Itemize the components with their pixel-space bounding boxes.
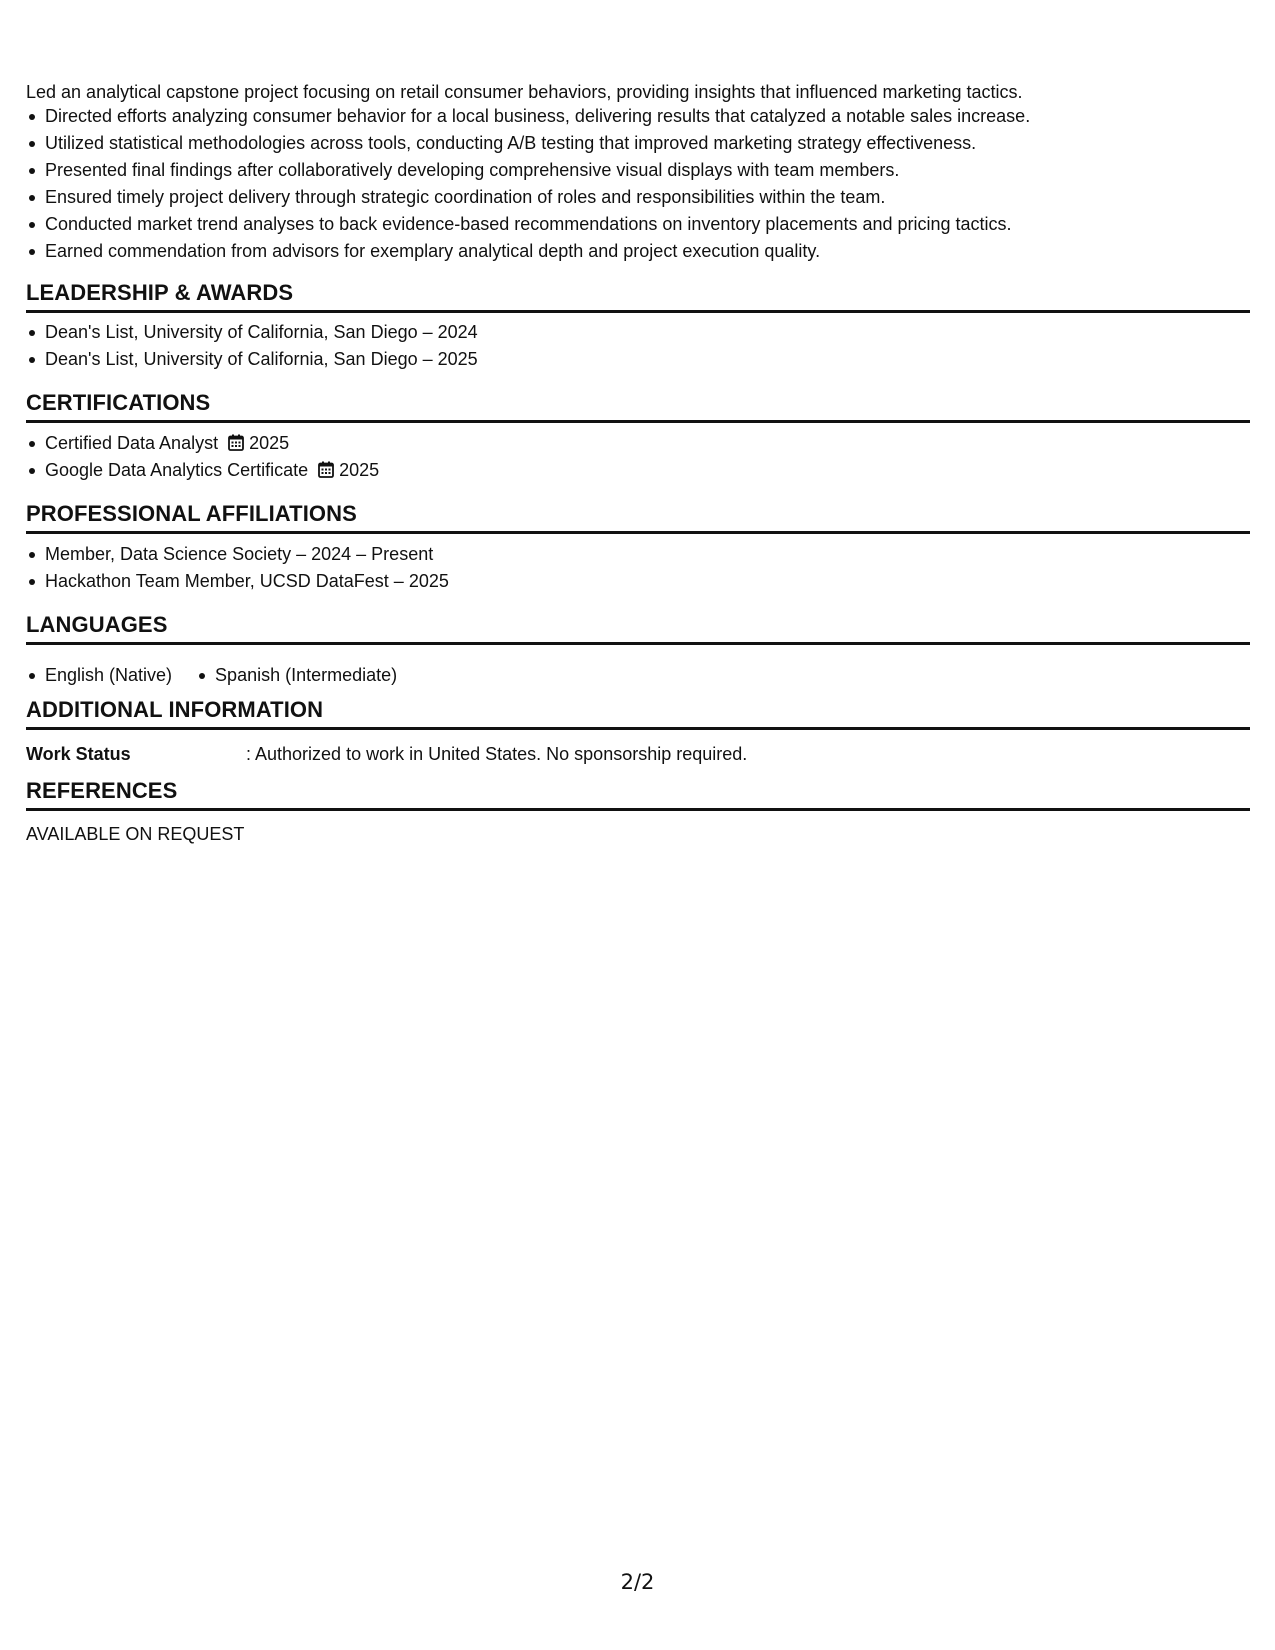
- certifications-section-header: [26, 390, 1250, 423]
- award-item: Dean's List, University of California, San Diego – 2024: [26, 319, 1250, 346]
- affiliation-item: Hackathon Team Member, UCSD DataFest – 2025: [26, 568, 1250, 595]
- affiliation-item: Member, Data Science Society – 2024 – Present: [26, 541, 1250, 568]
- section-divider: [26, 531, 1250, 534]
- calendar-icon: [228, 434, 244, 451]
- calendar-icon: [318, 461, 334, 478]
- award-item: Dean's List, University of California, San Diego – 2025: [26, 346, 1250, 373]
- languages-section-title: LANGUAGES: [26, 612, 168, 637]
- affiliations-section-title: PROFESSIONAL AFFILIATIONS: [26, 501, 357, 526]
- certification-name: Certified Data Analyst: [45, 433, 219, 453]
- languages-section-header: [26, 612, 1250, 645]
- references-text: AVAILABLE ON REQUEST: [26, 824, 245, 844]
- project-bullet: Earned commendation from advisors for exemplary analytical depth and project execution quality.: [26, 238, 1250, 265]
- section-divider: [26, 808, 1250, 811]
- project-bullet: Conducted market trend analyses to back evidence-based recommendations on inventory placements and pricing tactics.: [26, 211, 1250, 238]
- certification-year: 2025: [339, 460, 380, 480]
- project-bullet: Utilized statistical methodologies across tools, conducting A/B testing that improved marketing strategy effectiveness.: [26, 130, 1250, 157]
- certification-item: [26, 457, 1250, 484]
- work-status-label: Work Status: [26, 744, 131, 764]
- project-intro: Led an analytical capstone project focusing on retail consumer behaviors, providing insights that influenced marketing tactics.: [26, 82, 1023, 102]
- language-item: Spanish (Intermediate): [196, 662, 397, 689]
- leadership-list: [26, 319, 1250, 373]
- certification-item: [26, 430, 1250, 457]
- work-status-row: [26, 741, 1250, 767]
- section-divider: [26, 642, 1250, 645]
- references-section-header: [26, 778, 1250, 811]
- page-number: 2/2: [620, 1570, 655, 1594]
- certifications-list: [26, 430, 1250, 484]
- leadership-section-header: [26, 280, 1250, 313]
- work-status-value: : Authorized to work in United States. No sponsorship required.: [246, 744, 748, 764]
- languages-list: [26, 662, 1250, 689]
- additional-section-header: [26, 697, 1250, 730]
- section-divider: [26, 727, 1250, 730]
- additional-section-title: ADDITIONAL INFORMATION: [26, 697, 324, 722]
- project-bullet: Presented final findings after collaboratively developing comprehensive visual displays with team members.: [26, 157, 1250, 184]
- certification-name: Google Data Analytics Certificate: [45, 460, 309, 480]
- certifications-section-title: CERTIFICATIONS: [26, 390, 211, 415]
- project-bullet: Directed efforts analyzing consumer behavior for a local business, delivering results that catalyzed a notable sales increase.: [26, 103, 1250, 130]
- certification-year: 2025: [249, 433, 290, 453]
- project-bullet-list: [26, 103, 1250, 265]
- language-item: English (Native): [26, 662, 172, 689]
- project-bullet: Ensured timely project delivery through strategic coordination of roles and responsibilities within the team.: [26, 184, 1250, 211]
- section-divider: [26, 310, 1250, 313]
- section-divider: [26, 420, 1250, 423]
- references-section-title: REFERENCES: [26, 778, 178, 803]
- affiliations-section-header: [26, 501, 1250, 534]
- affiliations-list: [26, 541, 1250, 595]
- leadership-section-title: LEADERSHIP & AWARDS: [26, 280, 294, 305]
